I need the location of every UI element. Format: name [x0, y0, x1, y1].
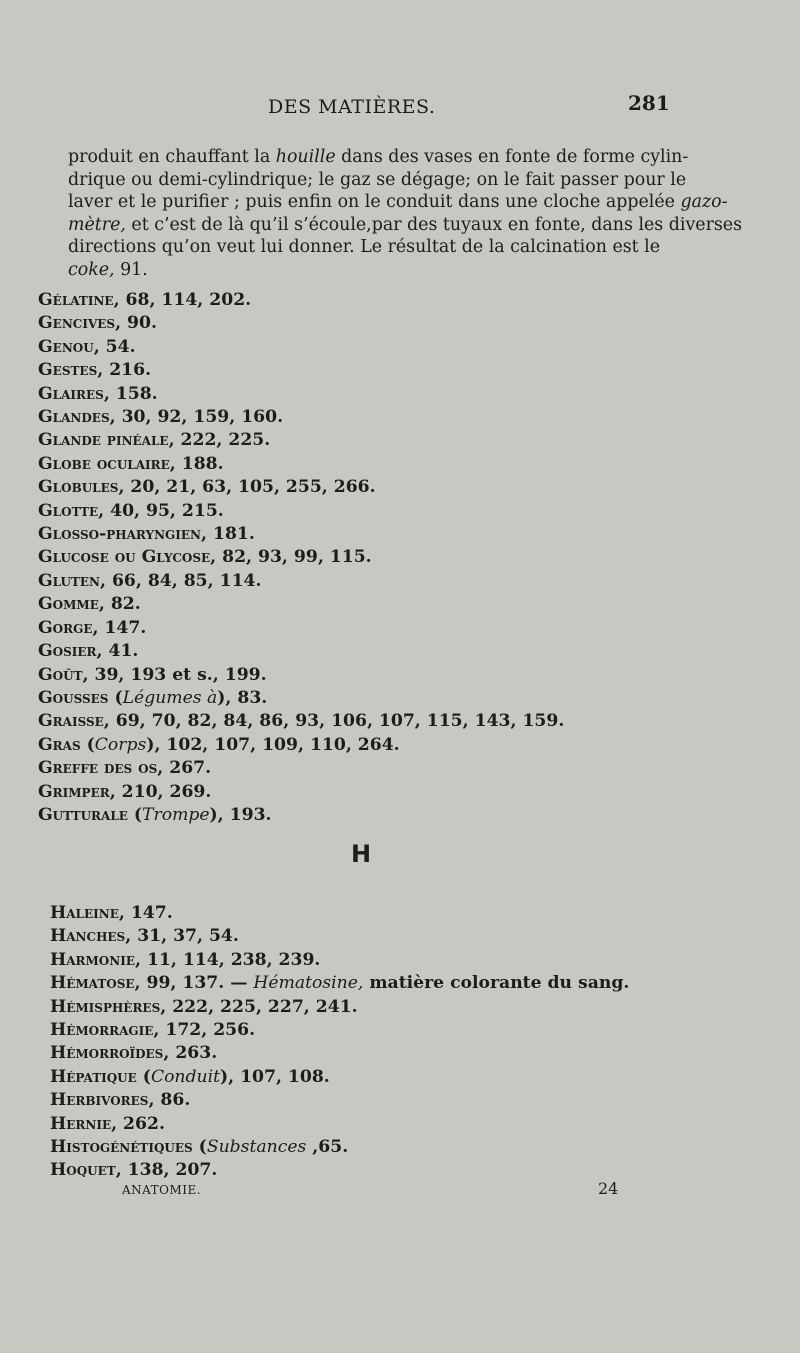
entry-references: (	[127, 804, 143, 825]
entry-references: (	[108, 687, 123, 708]
index-entry	[50, 996, 629, 1019]
entry-references: , 172, 256.	[153, 1020, 256, 1041]
index-entry	[38, 476, 564, 499]
index-entry	[50, 1019, 629, 1042]
entry-headword: Gluten	[38, 570, 100, 591]
entry-italic-term: Légumes à	[122, 687, 218, 708]
entry-references: , 158.	[103, 383, 158, 404]
entry-headword: Globules	[38, 477, 119, 498]
index-entry	[50, 1159, 629, 1182]
paragraph-text: directions qu’on veut lui donner. Le résultat de la calcination est le	[68, 237, 661, 257]
entry-references: , 188.	[169, 453, 224, 474]
entry-references: (	[136, 1066, 151, 1087]
section-letter-h: H	[351, 840, 372, 868]
paragraph-text: produit en chauffant la	[68, 147, 276, 167]
paragraph-line	[68, 169, 687, 192]
entry-headword: Gomme	[38, 594, 99, 615]
entry-headword: Hernie	[50, 1113, 112, 1134]
index-entry	[38, 710, 564, 733]
entry-headword: Gélatine	[38, 290, 114, 310]
index-entry	[38, 383, 564, 406]
entry-headword: Genou	[38, 336, 94, 357]
entry-headword: Hémorragie	[50, 1020, 154, 1041]
entry-headword: Gras	[38, 734, 81, 755]
entry-headword: Gestes	[38, 360, 98, 381]
index-entry	[38, 336, 564, 359]
paragraph-text: 91.	[114, 259, 148, 280]
entry-headword: Histogénétiques	[50, 1137, 193, 1158]
entry-references: ,65.	[306, 1137, 349, 1158]
paragraph-italic-term: mètre,	[68, 214, 126, 235]
entry-references: , 147.	[118, 903, 173, 923]
index-entry	[38, 570, 564, 593]
entry-headword: Hémisphères	[50, 996, 161, 1017]
index-entry	[38, 593, 564, 616]
entry-references: matière colorante du sang.	[363, 973, 630, 994]
paragraph-line	[68, 214, 743, 237]
paragraph-text: drique ou demi-cylindrique; le gaz se dégage; on le fait passer pour le	[68, 169, 687, 190]
entry-headword: Globe oculaire	[38, 453, 170, 474]
signature-mark: ANATOMIE.	[122, 1183, 202, 1197]
entry-italic-term: Conduit	[150, 1066, 220, 1087]
entry-references: , 86.	[148, 1090, 191, 1111]
entry-headword: Gorge	[38, 617, 93, 638]
index-entry	[50, 1113, 629, 1136]
entry-headword: Hémorroïdes	[50, 1043, 164, 1064]
paragraph-line	[68, 146, 689, 169]
index-entry	[38, 312, 564, 335]
entry-references: , 138, 207.	[115, 1160, 218, 1181]
index-entry	[38, 546, 564, 569]
paragraph-text: dans des vases en fonte de forme cylin-	[335, 147, 689, 167]
entry-headword: Glosso-pharyngien	[38, 524, 202, 545]
index-entry	[50, 1042, 629, 1065]
entry-references: , 20, 21, 63, 105, 255, 266.	[118, 477, 376, 498]
entry-references: ), 107, 108.	[219, 1066, 330, 1087]
paragraph-line	[68, 259, 668, 282]
index-entry	[38, 453, 564, 476]
index-entry	[50, 1066, 629, 1089]
entry-references: , 68, 114, 202.	[113, 290, 252, 310]
paragraph-text: laver et le purifier ; puis enfin on le conduit dans une cloche appelée	[68, 192, 681, 212]
index-entry	[38, 359, 564, 382]
entry-references: , 181.	[201, 524, 255, 545]
running-title: DES MATIÈRES.	[268, 96, 436, 118]
paragraph-italic-term: houille	[275, 147, 336, 167]
index-entry	[50, 1136, 629, 1159]
signature-number: 24	[598, 1179, 619, 1198]
index-entry	[50, 925, 629, 948]
entry-headword: Gutturale	[38, 804, 128, 825]
entry-italic-term: Hématosine,	[253, 973, 364, 994]
entry-references: , 54.	[93, 336, 136, 357]
entry-headword: Haleine	[50, 903, 119, 923]
entry-references: ), 83.	[217, 687, 268, 708]
entry-headword: Glaires	[38, 383, 104, 404]
entry-headword: Graisse	[38, 711, 104, 732]
entry-headword: Goût	[38, 664, 83, 685]
page-number: 281	[628, 91, 670, 115]
entry-headword: Glucose ou Glycose	[38, 547, 211, 568]
entry-references: ), 193.	[209, 804, 272, 825]
index-entries-g	[38, 289, 564, 827]
index-entry	[50, 902, 629, 925]
entry-references: , 30, 92, 159, 160.	[109, 407, 284, 428]
index-entry	[38, 429, 564, 452]
entry-references: (	[192, 1137, 207, 1158]
entry-italic-term: Substances	[206, 1137, 307, 1158]
entry-references: , 31, 37, 54.	[125, 926, 239, 947]
index-entry	[38, 734, 564, 757]
index-entry	[38, 640, 564, 663]
entry-references: , 262.	[111, 1113, 165, 1134]
entry-references: , 66, 84, 85, 114.	[99, 570, 262, 591]
index-entry	[38, 664, 564, 687]
entry-headword: Hépatique	[50, 1066, 137, 1087]
index-entry	[38, 687, 564, 710]
index-entry	[50, 949, 629, 972]
index-entry	[38, 757, 564, 780]
continuation-paragraph	[68, 146, 743, 281]
entry-headword: Harmonie	[50, 949, 135, 970]
entry-headword: Glandes	[38, 407, 110, 428]
entry-references: (	[80, 734, 95, 755]
paragraph-line	[68, 236, 668, 259]
entry-references: , 11, 114, 238, 239.	[135, 949, 321, 970]
entry-headword: Greffe des os	[38, 758, 158, 779]
paragraph-italic-term: coke,	[68, 259, 115, 280]
paragraph-line	[68, 191, 728, 214]
entry-headword: Grimper	[38, 781, 110, 802]
entry-references: , 40, 95, 215.	[98, 500, 224, 521]
entry-headword: Hanches	[50, 926, 126, 947]
entry-headword: Herbivores	[50, 1090, 149, 1111]
entry-references: , 69, 70, 82, 84, 86, 93, 106, 107, 115, 143, 159.	[103, 711, 565, 732]
index-entries-h	[50, 902, 629, 1183]
index-entry	[38, 523, 564, 546]
entry-references: , 82.	[98, 594, 141, 615]
entry-references: , 147.	[92, 617, 147, 638]
index-entry	[38, 500, 564, 523]
entry-headword: Gencives	[38, 313, 116, 334]
entry-references: , 222, 225.	[168, 430, 271, 451]
entry-references: , 99, 137. —	[134, 973, 254, 994]
entry-italic-term: Trompe	[142, 804, 210, 825]
entry-references: ), 102, 107, 109, 110, 264.	[146, 734, 400, 755]
entry-references: , 267.	[157, 758, 212, 779]
entry-headword: Glotte	[38, 500, 99, 521]
index-entry	[50, 972, 629, 995]
entry-headword: Hématose	[50, 973, 135, 994]
paragraph-text: et c’est de là qu’il s’écoule,par des tuyaux en fonte, dans les diverses	[125, 214, 743, 235]
entry-headword: Gosier	[38, 641, 97, 662]
entry-references: , 210, 269.	[109, 781, 212, 802]
entry-references: , 216.	[97, 360, 152, 381]
entry-references: , 39, 193 et s., 199.	[82, 664, 267, 685]
entry-references: , 222, 225, 227, 241.	[160, 996, 358, 1017]
index-entry	[50, 1089, 629, 1112]
entry-headword: Glande pinéale	[38, 430, 169, 451]
entry-references: , 41.	[96, 641, 139, 662]
entry-references: , 263.	[163, 1043, 218, 1064]
entry-references: , 82, 93, 99, 115.	[210, 547, 372, 568]
index-entry	[38, 804, 564, 827]
index-entry	[38, 289, 564, 312]
paragraph-italic-term: gazo-	[680, 192, 728, 212]
index-entry	[38, 406, 564, 429]
entry-references: , 90.	[115, 313, 157, 334]
index-entry	[38, 617, 564, 640]
entry-italic-term: Corps	[94, 734, 147, 755]
entry-headword: Gousses	[38, 687, 109, 708]
entry-headword: Hoquet	[50, 1160, 116, 1181]
index-entry	[38, 781, 564, 804]
